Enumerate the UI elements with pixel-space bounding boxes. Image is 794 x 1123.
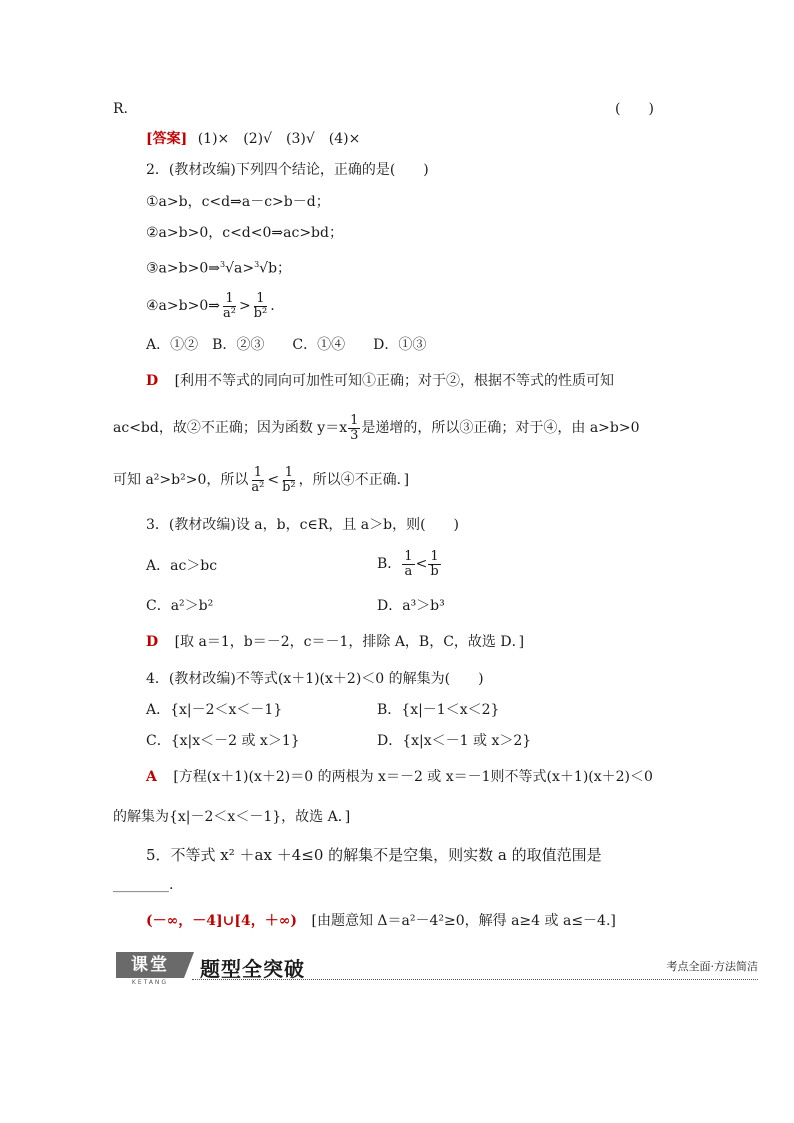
banner-right-text: 考点全面·方法简洁: [666, 960, 758, 973]
q3-option-c: C．a²＞b²: [146, 598, 214, 614]
q3-option-d: D．a³＞b³: [377, 598, 445, 614]
q3-exp: [取 a＝1，b＝－2，c＝－1，排除 A，B，C，故选 D．]: [174, 634, 525, 650]
s3-middle: a>: [233, 260, 255, 277]
q2-exp-2-pre: ac<bd，故②不正确；因为函数 y＝x: [113, 420, 348, 436]
q2-exp-2-post: 是递增的，所以③正确；对于④，由 a>b>0: [361, 420, 640, 436]
q3-option-b: [377, 546, 442, 582]
q2-exp-3-post: ，所以④不正确．]: [298, 472, 410, 488]
q1-bracket: ( ): [615, 101, 654, 117]
q4-option-d: D．{x|x＜－1 或 x＞2}: [377, 733, 532, 749]
q3-answer-letter: D: [146, 634, 159, 650]
s3-prefix: ③a>b>0⇒: [146, 260, 220, 277]
cube-root-index: 3: [254, 260, 260, 269]
s4-prefix: ④a>b>0⇒: [146, 298, 220, 314]
q2-exp-3-pre: 可知 a²>b²>0，所以: [113, 472, 249, 488]
q5-exp: [由题意知 Δ＝a²－4²≥0，解得 a≥4 或 a≤－4.]: [311, 913, 616, 929]
banner-rule: [192, 979, 758, 980]
q2-statement-2: ②a>b>0，c<d<0⇒ac>bd；: [146, 225, 343, 241]
q2-statement-1: ①a>b，c<d⇒a－c>b－d；: [146, 194, 330, 210]
q3-b-mid: <: [415, 556, 428, 572]
q3-explanation: [146, 633, 524, 651]
q5-explanation: [146, 912, 616, 930]
s4-end: .: [270, 298, 275, 314]
q2-options: A．①② B．②③ C．①④ D．①③: [146, 337, 427, 353]
s4-middle: >: [238, 298, 251, 314]
fraction-1-over-b2: $\frac{1}{\text{b²}}$: [253, 290, 268, 321]
q2-statement-3: ③a>b>0⇒$^3$√a>$^3$√b；: [146, 260, 292, 277]
q5-blank: ________.: [113, 877, 174, 893]
q2-stem: 2．(教材改编)下列四个结论，正确的是( ): [146, 162, 429, 178]
fraction-1-over-b2: $\frac{1}{\text{b²}}$: [282, 464, 296, 495]
q3-b-pre: B．: [377, 556, 402, 572]
banner-tag: 课堂: [116, 952, 184, 978]
q4-answer-letter: A: [146, 769, 157, 785]
q2-explanation-2: [113, 410, 640, 446]
q2-exp-1: [利用不等式的同向可加性可知①正确；对于②，根据不等式的性质可知: [174, 373, 615, 389]
q1-tail: R.: [113, 101, 128, 117]
banner-wedge: [184, 952, 194, 978]
q1-answer: (1)× (2)√ (3)√ (4)×: [197, 131, 361, 147]
fraction-1-over-b: $\frac{1}{b}$: [430, 548, 439, 579]
cube-root-index: 3: [219, 260, 226, 269]
q4-explanation-2: 的解集为{x|－2＜x＜－1}，故选 A．]: [113, 809, 351, 825]
q3-stem: 3．(教材改编)设 a，b，c∈R，且 a＞b，则( ): [146, 517, 460, 533]
q2-answer-letter: D: [146, 373, 159, 389]
q4-exp-1: [方程(x＋1)(x＋2)＝0 的两根为 x＝－2 或 x＝－1则不等式(x＋1)(x＋2)＜0: [173, 769, 653, 785]
q5-answer: (－∞，－4]∪[4，＋∞): [146, 913, 298, 929]
q2-explanation-1: [146, 372, 614, 390]
q4-explanation-1: [146, 768, 653, 786]
q4-option-b: B．{x|－1＜x＜2}: [377, 702, 500, 718]
fraction-1-over-a: $\frac{1}{a}$: [404, 548, 413, 579]
q4-option-c: C．{x|x＜－2 或 x＞1}: [146, 733, 300, 749]
q2-statement-4: [146, 289, 275, 323]
q4-stem: 4．(教材改编)不等式(x＋1)(x＋2)＜0 的解集为( ): [146, 671, 484, 687]
banner-tag-sub: KETANG: [131, 979, 169, 986]
q2-exp-3-mid: <: [267, 472, 280, 488]
q2-explanation-3: [113, 462, 409, 498]
fraction-1-over-3: $\frac{1}{3}$: [350, 412, 359, 443]
q1-answer-line: [146, 130, 360, 148]
q5-stem: 5．不等式 x² ＋ax ＋4≤0 的解集不是空集，则实数 a 的取值范围是: [146, 846, 602, 864]
s3-end: b；: [268, 260, 292, 277]
banner-title: 题型全突破: [200, 957, 305, 981]
fraction-1-over-a2: $\frac{1}{\text{a²}}$: [222, 290, 236, 321]
answer-tag: [答案]: [146, 131, 188, 147]
q3-option-a: A．ac＞bc: [146, 558, 218, 574]
fraction-1-over-a2: $\frac{1}{\text{a²}}$: [251, 464, 265, 495]
section-banner: [116, 952, 758, 988]
q4-option-a: A．{x|－2＜x＜－1}: [146, 702, 283, 718]
